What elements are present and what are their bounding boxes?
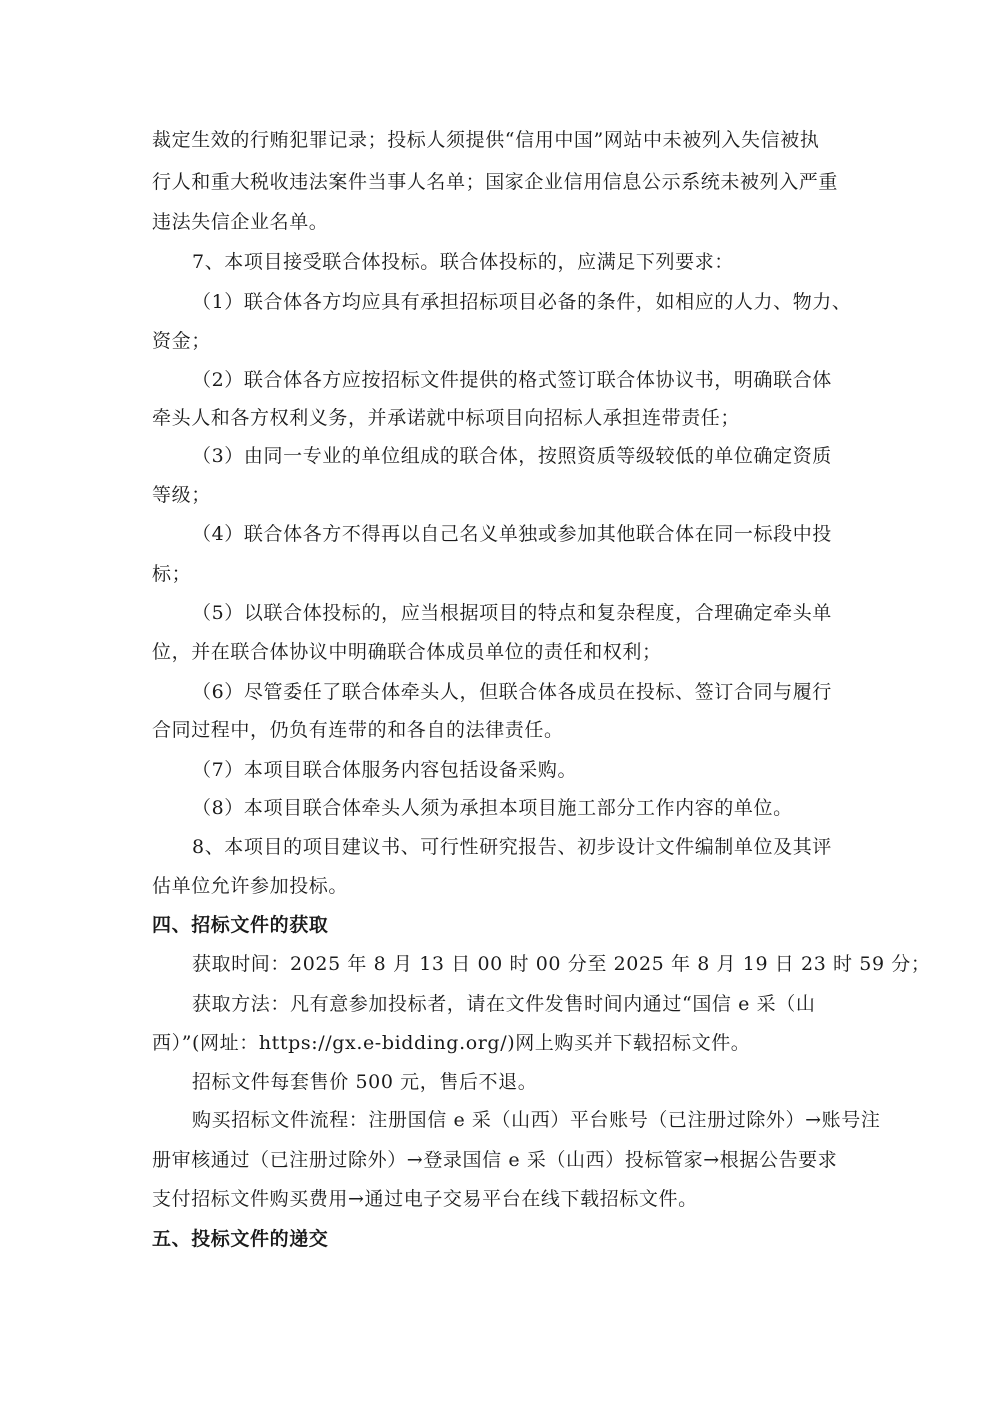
text-line: 裁定生效的行贿犯罪记录；投标人须提供“信用中国”网站中未被列入失信被执 <box>152 129 820 151</box>
text-line: 册审核通过（已注册过除外）→登录国信 e 采（山西）投标管家→根据公告要求 <box>152 1149 838 1171</box>
text-line: （5）以联合体投标的，应当根据项目的特点和复杂程度，合理确定牵头单 <box>192 602 832 624</box>
text-line: （4）联合体各方不得再以自己名义单独或参加其他联合体在同一标段中投 <box>192 523 832 545</box>
text-line: 西）”(网址：https://gx.e-bidding.org/)网上购买并下载招标文件。 <box>152 1032 751 1054</box>
text-line: （3）由同一专业的单位组成的联合体，按照资质等级较低的单位确定资质 <box>192 445 832 467</box>
text-line: 标； <box>152 563 192 585</box>
text-line: 购买招标文件流程：注册国信 e 采（山西）平台账号（已注册过除外）→账号注 <box>192 1109 881 1131</box>
text-line: 支付招标文件购买费用→通过电子交易平台在线下载招标文件。 <box>152 1188 698 1210</box>
text-line: （8）本项目联合体牵头人须为承担本项目施工部分工作内容的单位。 <box>192 797 793 819</box>
text-line: （7）本项目联合体服务内容包括设备采购。 <box>192 759 578 781</box>
text-line: 等级； <box>152 484 211 506</box>
text-line: 位，并在联合体协议中明确联合体成员单位的责任和权利； <box>152 641 662 663</box>
text-line: 行人和重大税收违法案件当事人名单；国家企业信用信息公示系统未被列入严重 <box>152 171 839 193</box>
text-line: （1）联合体各方均应具有承担招标项目必备的条件，如相应的人力、物力、 <box>192 291 852 313</box>
text-line: 牵头人和各方权利义务，并承诺就中标项目向招标人承担连带责任； <box>152 407 741 429</box>
text-line: 获取时间：2025 年 8 月 13 日 00 时 00 分至 2025 年 8 月 19 日 23 时 59 分； <box>192 953 931 975</box>
text-line: 7、本项目接受联合体投标。联合体投标的，应满足下列要求： <box>192 251 734 273</box>
text-line: 招标文件每套售价 500 元，售后不退。 <box>192 1071 538 1093</box>
text-line: 违法失信企业名单。 <box>152 211 329 233</box>
text-line: 合同过程中，仍负有连带的和各自的法律责任。 <box>152 719 564 741</box>
text-line: （6）尽管委任了联合体牵头人，但联合体各成员在投标、签订合同与履行 <box>192 681 832 703</box>
text-line: 资金； <box>152 330 211 352</box>
section-heading: 五、投标文件的递交 <box>152 1228 329 1250</box>
text-line: （2）联合体各方应按招标文件提供的格式签订联合体协议书，明确联合体 <box>192 369 832 391</box>
text-line: 估单位允许参加投标。 <box>152 875 349 897</box>
text-line: 8、本项目的项目建议书、可行性研究报告、初步设计文件编制单位及其评 <box>192 836 832 858</box>
section-heading: 四、招标文件的获取 <box>152 914 329 936</box>
text-line: 获取方法：凡有意参加投标者，请在文件发售时间内通过“国信 e 采（山 <box>192 993 816 1015</box>
